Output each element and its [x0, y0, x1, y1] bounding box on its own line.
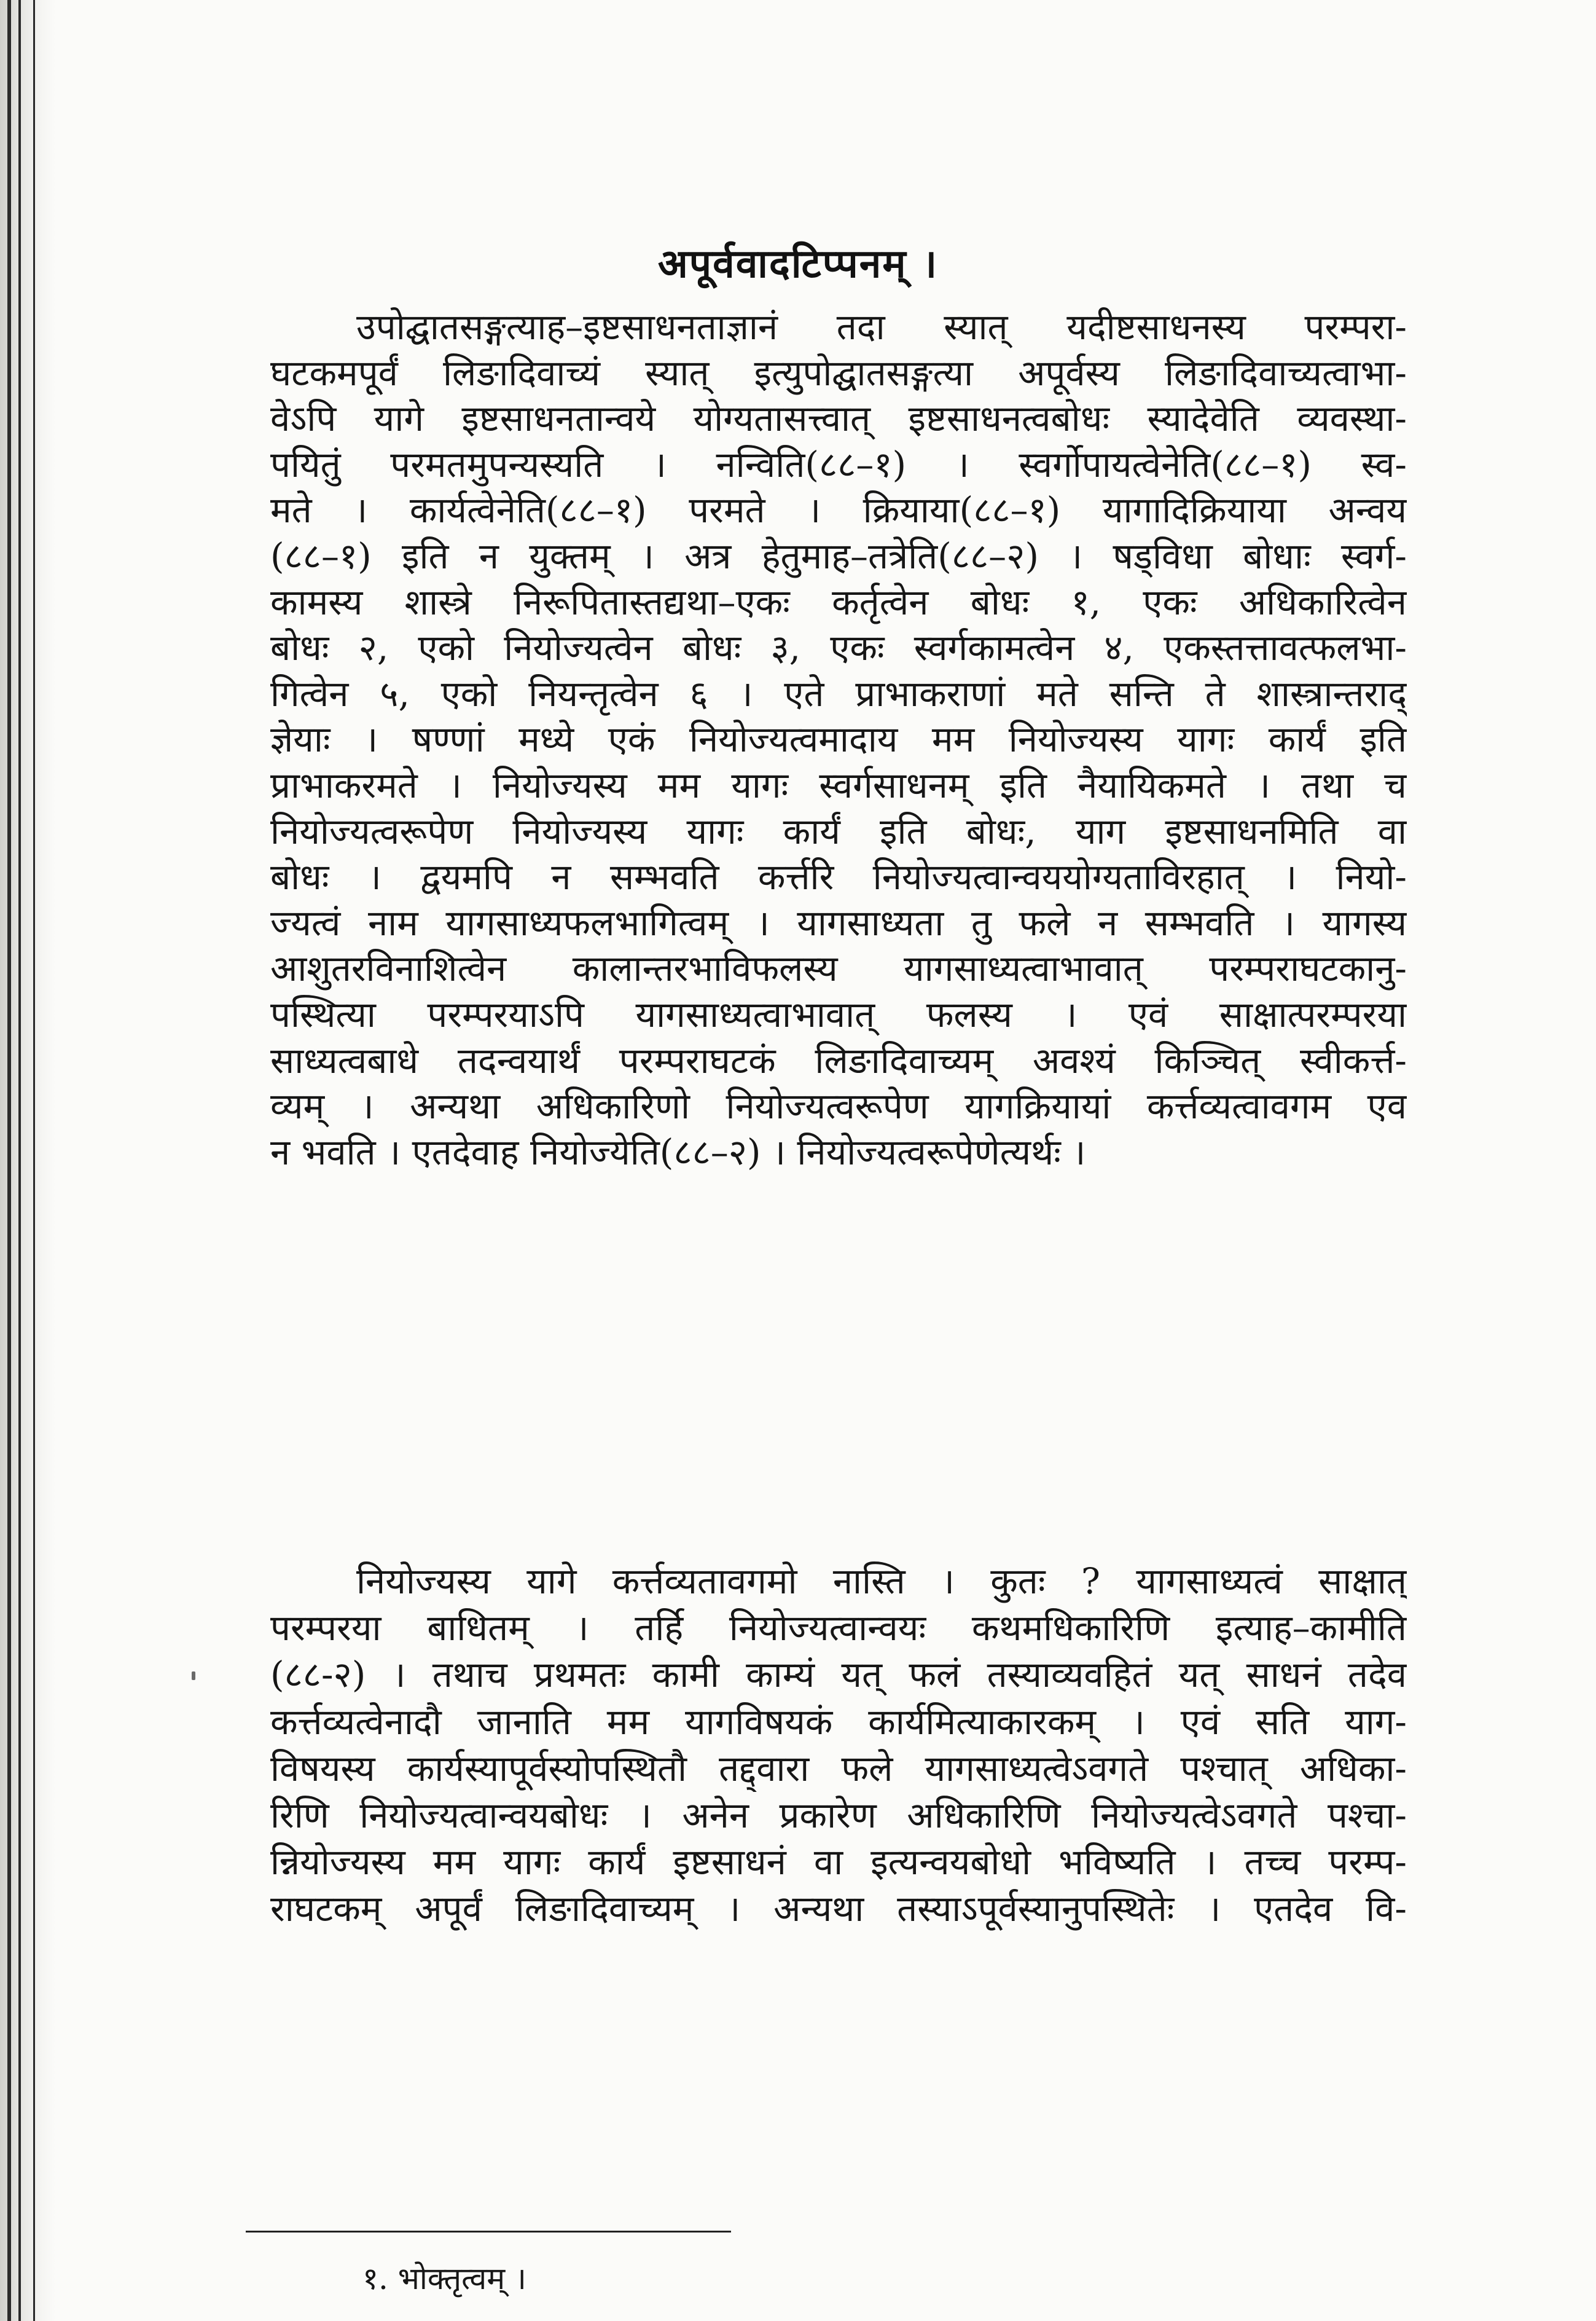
text-line: न भवति । एतदेवाह नियोज्येति(८८–२) । नियोज्यत्वरूपेणेत्यर्थः । [270, 1131, 1086, 1173]
text-line: पयितुं परमतमुपन्यस्यति । नन्विति(८८–१) । स्वर्गोपायत्वेनेति(८८–१) स्व- [270, 443, 1407, 485]
text-line: आशुतरविनाशित्वेन कालान्तरभाविफलस्य यागसाध्यत्वाभावात् परम्पराघटकानु- [270, 948, 1407, 990]
book-binding-edge [0, 0, 55, 2321]
text-line: राघटकम् अपूर्वं लिङादिवाच्यम् । अन्यथा तस्याऽपूर्वस्यानुपस्थितेः । एतदेव वि- [270, 1888, 1407, 1930]
text-line: ज्यत्वं नाम यागसाध्यफलभागित्वम् । यागसाध्यता तु फले न सम्भवति । यागस्य [270, 901, 1407, 944]
binding-line [33, 0, 35, 2321]
text-line: प्राभाकरमते । नियोज्यस्य मम यागः स्वर्गसाधनम् इति नैयायिकमते । तथा च [270, 764, 1407, 806]
text-line: व्यम् । अन्यथा अधिकारिणो नियोज्यत्वरूपेण यागक्रियायां कर्त्तव्यत्वावगम एव [270, 1085, 1407, 1128]
text-line: नियोज्यस्य यागे कर्त्तव्यतावगमो नास्ति । कुतः ? यागसाध्यत्वं साक्षात् [356, 1560, 1407, 1602]
scan-speck [192, 1671, 195, 1680]
footnote: १. भोक्तृत्वम् । [362, 2261, 526, 2296]
footnote-rule [246, 2231, 731, 2233]
text-line: ज्ञेयाः । षण्णां मध्ये एकं नियोज्यत्वमादाय मम नियोज्यस्य यागः कार्यं इति [270, 718, 1407, 761]
text-line: मते । कार्यत्वेनेति(८८–१) परमते । क्रियाया(८८–१) यागादिक्रियाया अन्वय [270, 489, 1407, 532]
text-line: न्नियोज्यस्य मम यागः कार्यं इष्टसाधनं वा इत्यन्वयबोधो भविष्यति । तच्च परम्प- [270, 1841, 1407, 1883]
text-line: पस्थित्या परम्परयाऽपि यागसाध्यत्वाभावात् फलस्य । एवं साक्षात्परम्परया [270, 993, 1407, 1035]
text-line: उपोद्घातसङ्गत्याह–इष्टसाधनताज्ञानं तदा स्यात् यदीष्टसाधनस्य परम्परा- [356, 306, 1407, 348]
text-line: गित्वेन ५, एको नियन्तृत्वेन ६ । एते प्राभाकराणां मते सन्ति ते शास्त्रान्तराद् [270, 672, 1407, 715]
text-line: रिणि नियोज्यत्वान्वयबोधः । अनेन प्रकारेण अधिकारिणि नियोज्यत्वेऽवगते पश्चा- [270, 1794, 1407, 1837]
paragraph-2 [270, 1558, 1407, 1933]
text-line: (८८–१) इति न युक्तम् । अत्र हेतुमाह–तत्रेति(८८–२) । षड्विधा बोधाः स्वर्ग- [270, 535, 1407, 577]
text-line: नियोज्यत्वरूपेण नियोज्यस्य यागः कार्यं इति बोधः, याग इष्टसाधनमिति वा [270, 810, 1407, 852]
text-line: परम्परया बाधितम् । तर्हि नियोज्यत्वान्वयः कथमधिकारिणि इत्याह–कामीति [270, 1607, 1407, 1649]
text-line: कर्त्तव्यत्वेनादौ जानाति मम यागविषयकं कार्यमित्याकारकम् । एवं सति याग- [270, 1700, 1407, 1743]
text-line: बोधः २, एको नियोज्यत्वेन बोधः ३, एकः स्वर्गकामत्वेन ४, एकस्तत्तावत्फलभा- [270, 627, 1407, 669]
text-line: वेऽपि यागे इष्टसाधनतान्वये योग्यतासत्त्वात् इष्टसाधनत्वबोधः स्यादेवेति व्यवस्था- [270, 398, 1407, 440]
paragraph-1 [270, 304, 1407, 1175]
page-title: अपूर्ववादटिप्पनम् । [657, 241, 939, 287]
text-line: बोधः । द्वयमपि न सम्भवति कर्त्तरि नियोज्यत्वान्वययोग्यताविरहात् । नियो- [270, 856, 1407, 898]
text-line: साध्यत्वबाधे तदन्वयार्थं परम्पराघटकं लिङादिवाच्यम् अवश्यं किञ्चित् स्वीकर्त्त- [270, 1039, 1407, 1082]
text-line: कामस्य शास्त्रे निरूपितास्तद्यथा–एकः कर्तृत्वेन बोधः १, एकः अधिकारित्वेन [270, 581, 1407, 623]
text-line: विषयस्य कार्यस्यापूर्वस्योपस्थितौ तद्द्वारा फले यागसाध्यत्वेऽवगते पश्चात् अधिका- [270, 1747, 1407, 1789]
text-line: घटकमपूर्वं लिङादिवाच्यं स्यात् इत्युपोद्घातसङ्गत्या अपूर्वस्य लिङादिवाच्यत्वाभा- [270, 351, 1407, 394]
binding-line [7, 0, 11, 2321]
text-line: (८८-२) । तथाच प्रथमतः कामी काम्यं यत् फलं तस्याव्यवहितं यत् साधनं तदेव [270, 1654, 1407, 1696]
show-through-header [258, 138, 1364, 181]
binding-line [18, 0, 21, 2321]
